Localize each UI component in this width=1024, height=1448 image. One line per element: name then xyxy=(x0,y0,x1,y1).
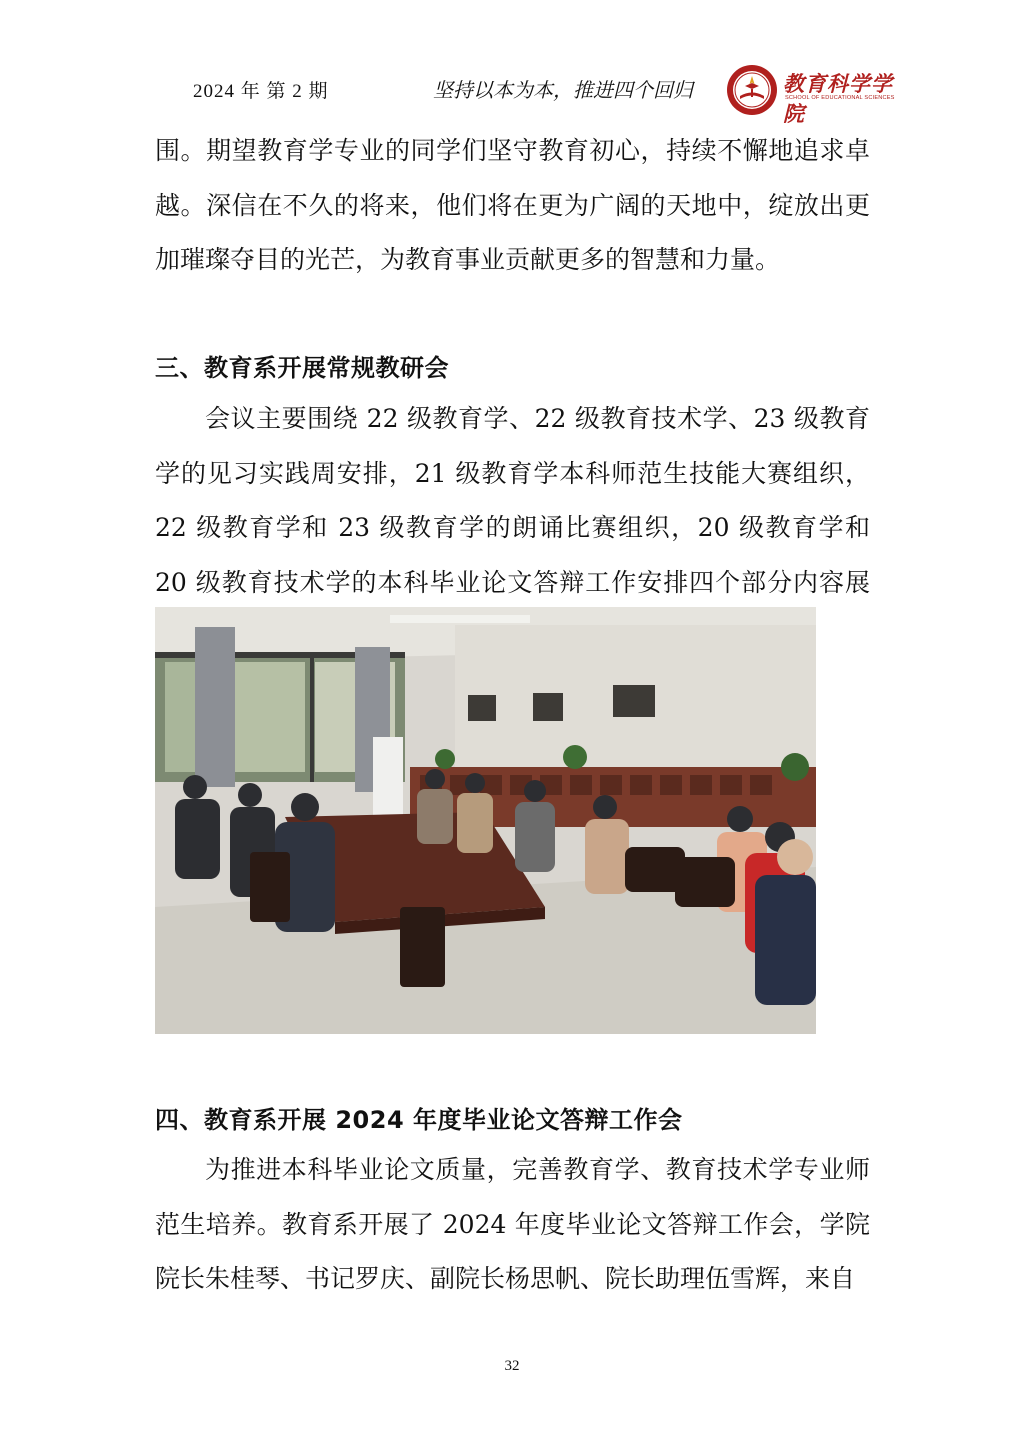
header-motto: 坚持以本为本，推进四个回归 xyxy=(433,78,693,102)
paragraph-meeting: 会议主要围绕 22 级教育学、22 级教育技术学、23 级教育学的见习实践周安排，21 级教育学本科师范生技能大赛组织，22 级教育学和 23 级教育学的朗诵比赛组织，20 级教育学和 20 级教育技术学的本科毕业论文答辩工作安排四个部分内容展 xyxy=(155,404,870,597)
issue-label: 2024 年 第 2 期 xyxy=(193,81,329,102)
paragraph-continuation: 围。期望教育学专业的同学们坚守教育初心，持续不懈地追求卓越。深信在不久的将来，他们将在更为广阔的天地中，绽放出更加璀璨夺目的光芒，为教育事业贡献更多的智慧和力量。 xyxy=(155,136,870,274)
section-heading-4: 四、教育系开展 2024 年度毕业论文答辩工作会 xyxy=(155,1106,683,1134)
school-logo xyxy=(725,62,900,126)
meeting-photo-illustration xyxy=(155,607,816,1034)
page-number: 32 xyxy=(504,1358,520,1374)
page-header xyxy=(155,62,900,126)
logo-school-name: 教育科学学院 xyxy=(783,71,893,126)
paragraph-thesis-defense: 为推进本科毕业论文质量，完善教育学、教育技术学专业师范生培养。教育系开展了 2024 年度毕业论文答辩工作会，学院院长朱桂琴、书记罗庆、副院长杨思帆、院长助理伍雪辉，来自 xyxy=(155,1155,870,1293)
section-heading-3: 三、教育系开展常规教研会 xyxy=(155,354,449,382)
school-emblem-icon xyxy=(725,63,779,117)
meeting-photo xyxy=(155,607,816,1034)
logo-english-name: SCHOOL OF EDUCATIONAL SCIENCES xyxy=(785,95,895,101)
